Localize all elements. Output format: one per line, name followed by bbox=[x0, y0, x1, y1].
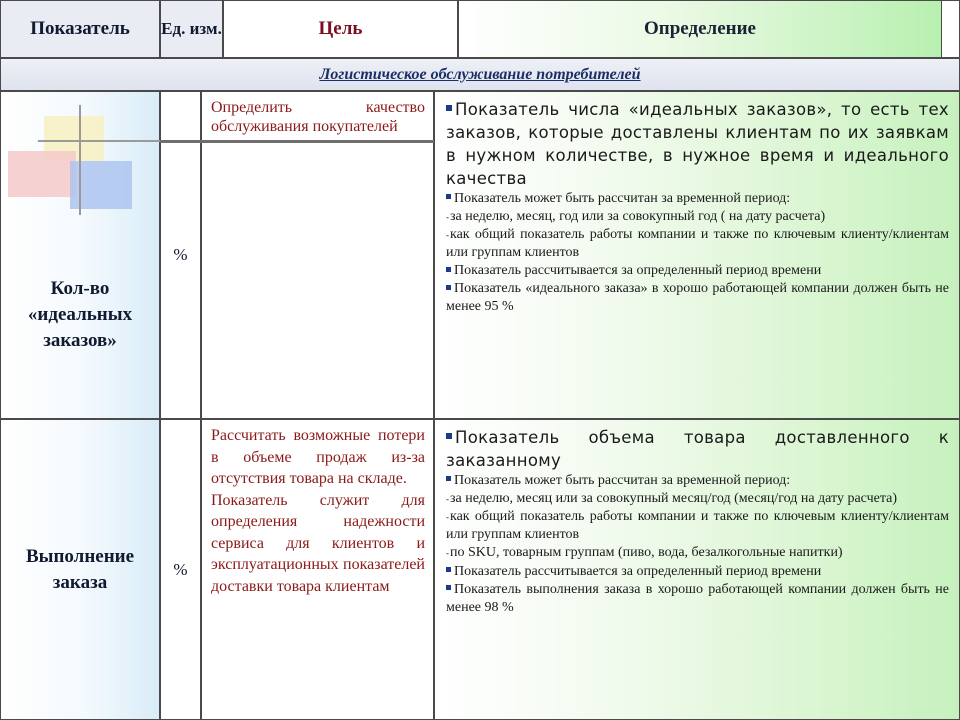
dash-icon: - bbox=[446, 494, 449, 504]
row-2-indicator bbox=[0, 419, 160, 720]
definition-dash-item bbox=[446, 544, 949, 562]
definition-bullet-item bbox=[446, 563, 949, 581]
header-definition: Определение bbox=[458, 0, 942, 58]
definition-dash-item bbox=[446, 508, 949, 544]
definition-bullet-item bbox=[446, 581, 949, 617]
bullet-icon bbox=[446, 267, 451, 272]
row-2-definition-list bbox=[446, 472, 949, 617]
decorative-rule bbox=[160, 140, 434, 143]
definition-dash-item bbox=[446, 208, 949, 226]
section-title-text: Логистическое обслуживание потребителей bbox=[319, 65, 641, 83]
dash-icon: - bbox=[446, 548, 449, 559]
dash-icon: - bbox=[446, 512, 449, 523]
row-1-definition-list bbox=[446, 190, 949, 316]
bullet-icon bbox=[446, 194, 451, 199]
row-1-indicator-text: Кол-во «идеальных заказов» bbox=[27, 278, 133, 351]
definition-item-text: Показатель может быть рассчитан за временной период: bbox=[454, 473, 791, 488]
row-2-unit-text: % bbox=[173, 559, 188, 579]
row-1-unit-text: % bbox=[173, 245, 188, 264]
definition-item-text: как общий показатель работы компании и также по ключевым клиенту/клиентам или группам клиентов bbox=[446, 227, 949, 261]
bullet-icon bbox=[446, 105, 452, 111]
row-1-indicator bbox=[0, 91, 160, 419]
definition-dash-item bbox=[446, 226, 949, 262]
header-indicator: Показатель bbox=[0, 0, 160, 58]
dash-icon: - bbox=[446, 230, 449, 241]
row-2-goal-text: Рассчитать возможные потери в объеме продаж из-за отсутствия товара на складе. bbox=[211, 427, 425, 487]
row-2-definition-lead bbox=[446, 426, 949, 472]
bullet-icon bbox=[446, 567, 451, 572]
bullet-icon bbox=[446, 476, 451, 481]
definition-bullet-item bbox=[446, 472, 949, 490]
bullet-icon bbox=[446, 585, 451, 590]
row-2-goal bbox=[201, 419, 434, 720]
definition-bullet-item bbox=[446, 190, 949, 208]
row-1-lead-text: Показатель числа «идеальных заказов», то есть тех заказов, которые доставлены клиентам по их заявкам в нужном количестве, в нужное время и идеального качества bbox=[446, 100, 949, 188]
definition-item-text: по SKU, товарным группам (пиво, вода, безалкогольные напитки) bbox=[450, 545, 843, 561]
header-filler bbox=[942, 0, 960, 58]
definition-item-text: Показатель рассчитывается за определенный период времени bbox=[454, 263, 822, 279]
bullet-icon bbox=[446, 285, 451, 290]
bullet-icon bbox=[446, 433, 452, 439]
definition-item-text: Показатель рассчитывается за определенный период времени bbox=[454, 563, 822, 579]
row-1-goal-text: Определить качество обслуживания покупателей bbox=[211, 99, 425, 135]
definition-dash-item bbox=[446, 490, 949, 508]
row-2-goal-text-2: Показатель служит для определения надежности сервиса для клиентов и эксплуатационных показателей доставки товара клиентам bbox=[211, 491, 425, 595]
row-2-definition bbox=[434, 419, 960, 720]
definition-item-text: Показатель выполнения заказа в хорошо работающей компании должен быть не менее 98 % bbox=[446, 581, 949, 615]
definition-item-text: за неделю, месяц, год или за совокупный год ( на дату расчета) bbox=[450, 209, 826, 225]
header-unit: Ед. изм. bbox=[160, 0, 223, 58]
row-1-definition-lead bbox=[446, 98, 949, 190]
definition-item-text: за неделю, месяц или за совокупный месяц/год (месяц/год на дату расчета) bbox=[450, 491, 898, 507]
definition-item-text: Показатель «идеального заказа» в хорошо работающей компании должен быть не менее 95 % bbox=[446, 281, 949, 315]
dash-icon: - bbox=[446, 212, 449, 222]
definition-item-text: как общий показатель работы компании и также по ключевым клиенту/клиентам или группам клиентов bbox=[446, 509, 949, 543]
definition-item-text: Показатель может быть рассчитан за временной период: bbox=[454, 191, 791, 206]
section-title bbox=[0, 58, 960, 91]
header-goal: Цель bbox=[223, 0, 458, 58]
definition-bullet-item bbox=[446, 262, 949, 280]
row-2-indicator-text: Выполнение заказа bbox=[25, 545, 135, 593]
row-1-definition bbox=[434, 91, 960, 419]
definition-bullet-item bbox=[446, 280, 949, 316]
row-2-unit bbox=[160, 419, 201, 720]
row-2-lead-text: Показатель объема товара доставленного к заказанному bbox=[446, 428, 949, 470]
